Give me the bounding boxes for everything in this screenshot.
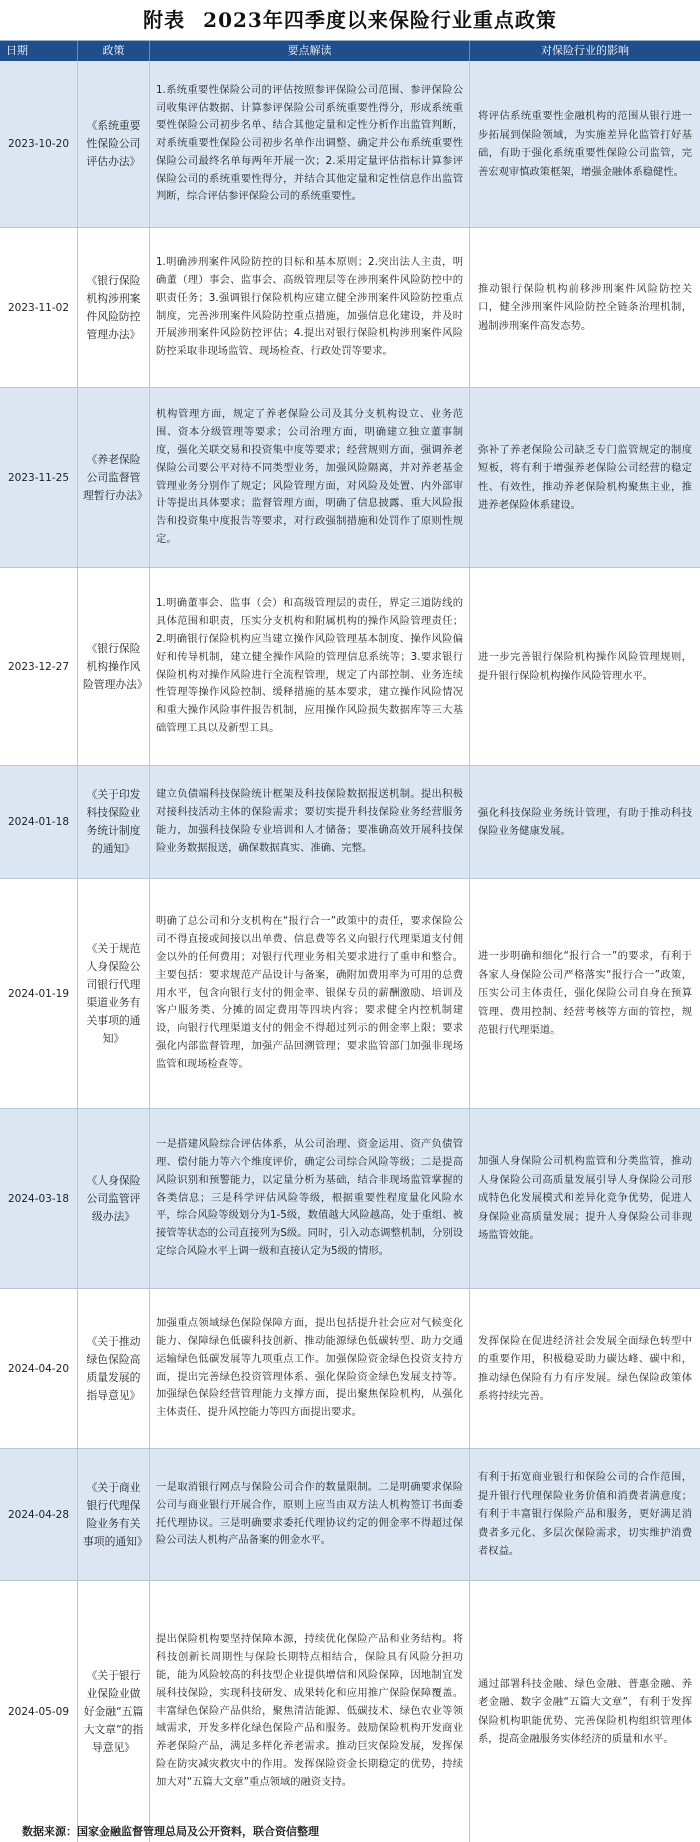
table-row (0, 879, 700, 1109)
row-points: 建立负债端科技保险统计框架及科技保险数据报送机制。提出积极对接科技活动主体的保险需求；要切实提升科技保险业务经营服务能力，加强科技保险专业培训和人才储备；要准确高效开展科技保险业务数据报送，确保数据真实、准确、完整。 (150, 766, 470, 878)
table-row (0, 568, 700, 766)
row-impact: 进一步完善银行保险机构操作风险管理规则，提升银行保险机构操作风险管理水平。 (478, 651, 692, 682)
row-date: 2023-12-27 (0, 568, 78, 765)
row-date: 2023-11-02 (0, 228, 78, 387)
row-impact: 进一步明确和细化“报行合一”的要求，有利于各家人身保险公司严格落实“报行合一”政策，压实公司主体责任，强化保险公司自身在预算管理、费用控制、经营考核等方面的管控，规范银行代理渠道。 (478, 950, 692, 1037)
row-impact: 加强人身保险公司机构监管和分类监管，推动人身保险公司高质量发展引导人身保险公司形成特色化发展模式和差异化竞争优势，促进人身保险业高质量发展；提升人身保险公司非现场监管效能。 (478, 1155, 692, 1242)
table-row (0, 766, 700, 879)
row-points: 1.明确涉刑案件风险防控的目标和基本原则；2.突出法人主责，明确董（理）事会、监事会、高级管理层等在涉刑案件风险防控中的职责任务；3.强调银行保险机构应建立健全涉刑案件风险防控重点制度，完善涉刑案件风险防控重点措施，加强信息化建设，并及时开展涉刑案件风险防控评估；4.提出对银行保险机构涉刑案件风险防控采取非现场监管、现场检查、行政处罚等要求。 (150, 228, 470, 387)
row-policy: 《人身保险公司监管评级办法》 (78, 1109, 150, 1288)
table-row (0, 61, 700, 228)
row-date: 2023-10-20 (0, 61, 78, 227)
header-impact: 对保险行业的影响 (541, 44, 629, 57)
row-policy: 《关于推动绿色保险高质量发展的指导意见》 (78, 1289, 150, 1448)
row-points: 一是取消银行网点与保险公司合作的数量限制。二是明确要求保险公司与商业银行开展合作，原则上应当由双方法人机构签订书面委托代理协议。三是明确要求委托代理协议约定的佣金率不得超过保险公司法人机构产品备案的佣金水平。 (150, 1449, 470, 1580)
row-points: 1.明确董事会、监事（会）和高级管理层的责任，界定三道防线的具体范围和职责，压实分支机构和附属机构的操作风险管理责任；2.明确银行保险机构应当建立操作风险管理基本制度、操作风险偏好和传导机制，建立健全操作风险的管理信息系统等；3.要求银行保险机构对操作风险进行全流程管理，规定了内部控制、业务连续性管理等操作风险控制、缓释措施的基本要求，建立操作风险情况和重大操作风险事件报告机制，应用操作风险损失数据库等三大基础管理工具以及新型工具。 (150, 568, 470, 765)
row-policy: 《养老保险公司监督管理暂行办法》 (78, 388, 150, 567)
row-policy: 《关于银行业保险业做好金融“五篇大文章”的指导意见》 (78, 1581, 150, 1842)
source-note: 数据来源：国家金融监督管理总局及公开资料，联合资信整理 (22, 1825, 319, 1838)
row-date: 2024-01-19 (0, 879, 78, 1108)
row-points: 1.系统重要性保险公司的评估按照参评保险公司范围、参评保险公司收集评估数据、计算参评保险公司系统重要性得分，形成系统重要性保险公司初步名单、结合其他定量和定性分析作出监管判断，对系统重要性保险公司初步名单作出调整、确定并公布系统重要性保险公司最终名单每两年开展一次；2.采用定量评估指标计算参评保险公司的系统重要性得分，并结合其他定量和定性信息作出监管判断，综合评估参评保险公司的系统重要性。 (150, 61, 470, 227)
table-row (0, 228, 700, 388)
title-text: 2023年四季度以来保险行业重点政策 (203, 8, 557, 32)
row-policy: 《系统重要性保险公司评估办法》 (78, 61, 150, 227)
row-impact: 发挥保险在促进经济社会发展全面绿色转型中的重要作用，积极稳妥助力碳达峰、碳中和，推动绿色保险有力有序发展。绿色保险政策体系将持续完善。 (478, 1334, 692, 1402)
table-row (0, 1109, 700, 1289)
row-policy: 《关于规范人身保险公司银行代理渠道业务有关事项的通知》 (78, 879, 150, 1108)
row-points: 提出保险机构要坚持保障本源，持续优化保险产品和业务结构。将科技创新长周期性与保险长期特点相结合，保险具有风险分担功能，能为风险较高的科技型企业提供增信和风险保障，因地制宜发展科技保险，实现科技研发、成果转化和应用推广保险保障覆盖。丰富绿色保险产品供给，聚焦清洁能源、低碳技术、绿色农业等领域需求，开发多样化绿色保险产品和服务。鼓励保险机构开发商业养老保险产品，满足多样化养老需求。推动巨灾保险发展，发挥保险在防灾减灾救灾中的作用。发挥保险资金长期稳定的优势，持续加大对“五篇大文章”重点领域的融资支持。 (150, 1581, 470, 1842)
row-impact: 强化科技保险业务统计管理，有助于推动科技保险业务健康发展。 (478, 806, 692, 837)
row-points: 机构管理方面，规定了养老保险公司及其分支机构设立、业务范围、资本分级管理等要求；公司治理方面，明确建立独立董事制度，强化关联交易和投资集中度等要求；经营规则方面，强调养老保险公司要公平对待不同类型业务，加强风险隔离，并对养老基金管理业务分别作了规定；风险管理方面，对风险及处置、内外部审计等提出具体要求；监督管理方面，明确了信息披露、重大风险报告和投资集中度报告等要求，对行政强制措施和处罚作了原则性规定。 (150, 388, 470, 567)
table-row (0, 388, 700, 568)
row-date: 2023-11-25 (0, 388, 78, 567)
row-date: 2024-04-28 (0, 1449, 78, 1580)
row-date: 2024-05-09 (0, 1581, 78, 1842)
page-title (0, 0, 700, 40)
row-points: 明确了总公司和分支机构在“报行合一”政策中的责任，要求保险公司不得直接或间接以出单费、信息费等名义向银行代理渠道支付佣金以外的任何费用；对银行代理业务相关要求进行了重申和整合。主要包括：要求规范产品设计与备案，确附加费用率为可用的总费用水平，包含向银行支付的佣金率、银保专员的薪酬激励、培训及客户服务类、分摊的固定费用等四块内容；要求健全内控机制建设，向银行代理渠道支付的佣金不得超过列示的佣金率上限；要求强化内部监督管理，加强产品回溯管理；要求监管部门加强非现场监管和现场检查等。 (150, 879, 470, 1108)
title-prefix: 附表 (143, 8, 186, 32)
row-impact: 推动银行保险机构前移涉刑案件风险防控关口，健全涉刑案件风险防控全链条治理机制，遏制涉刑案件高发态势。 (478, 282, 692, 332)
row-points: 一是搭建风险综合评估体系，从公司治理、资金运用、资产负债管理、偿付能力等六个维度评价，确定公司综合风险等级；二是提高风险识别和预警能力，以定量分析为基础，结合非现场监管掌握的各类信息；三是科学评估风险等级，根据重要性程度量化风险水平，综合风险等级划分为1-5级，数值越大风险越高，处于重组、被接管等状态的公司直接列为S级。同时，引入动态调整机制，分别设定综合风险水平上调一级和直接认定为5级的情形。 (150, 1109, 470, 1288)
row-date: 2024-03-18 (0, 1109, 78, 1288)
row-date: 2024-04-20 (0, 1289, 78, 1448)
row-impact: 有利于拓宽商业银行和保险公司的合作范围，提升银行代理保险业务价值和消费者满意度；有利于丰富银行保险产品和服务，更好满足消费者多元化、多层次保险需求，切实维护消费者权益。 (478, 1471, 692, 1558)
row-policy: 《关于商业银行代理保险业务有关事项的通知》 (78, 1449, 150, 1580)
table-row (0, 1289, 700, 1449)
row-policy: 《银行保险机构操作风险管理办法》 (78, 568, 150, 765)
row-policy: 《关于印发科技保险业务统计制度的通知》 (78, 766, 150, 878)
table-header (0, 41, 700, 61)
header-date: 日期 (0, 41, 78, 61)
row-impact: 通过部署科技金融、绿色金融、普惠金融、养老金融、数字金融“五篇大文章”，有利于发挥保险机构职能优势、完善保险机构组织管理体系，提高金融服务实体经济的质量和水平。 (478, 1677, 692, 1745)
row-impact: 弥补了养老保险公司缺乏专门监管规定的制度短板，将有利于增强养老保险公司经营的稳定性、有效性，推动养老保险机构聚焦主业，推进养老保险体系建设。 (478, 443, 692, 511)
table-row (0, 1581, 700, 1842)
row-date: 2024-01-18 (0, 766, 78, 878)
header-points: 要点解读 (150, 41, 470, 61)
row-impact: 将评估系统重要性金融机构的范围从银行进一步拓展到保险领域，为实施差异化监管打好基础，有助于强化系统重要性保险公司监管，完善宏观审慎政策框架，增强金融体系稳健性。 (478, 110, 692, 178)
row-policy: 《银行保险机构涉刑案件风险防控管理办法》 (78, 228, 150, 387)
policy-table (0, 40, 700, 1842)
header-policy: 政策 (78, 41, 150, 61)
row-points: 加强重点领域绿色保险保障方面，提出包括提升社会应对气候变化能力、保障绿色低碳科技创新、推动能源绿色低碳转型、助力交通运输绿色低碳发展等九项重点工作。加强保险资金绿色投资支持方面，提出完善绿色投资管理体系、强化保险资金绿色发展支持等。加强绿色保险经营管理能力支撑方面，提出聚焦保险机构，从强化主体责任、提升风控能力等四方面提出要求。 (150, 1289, 470, 1448)
table-row (0, 1449, 700, 1581)
